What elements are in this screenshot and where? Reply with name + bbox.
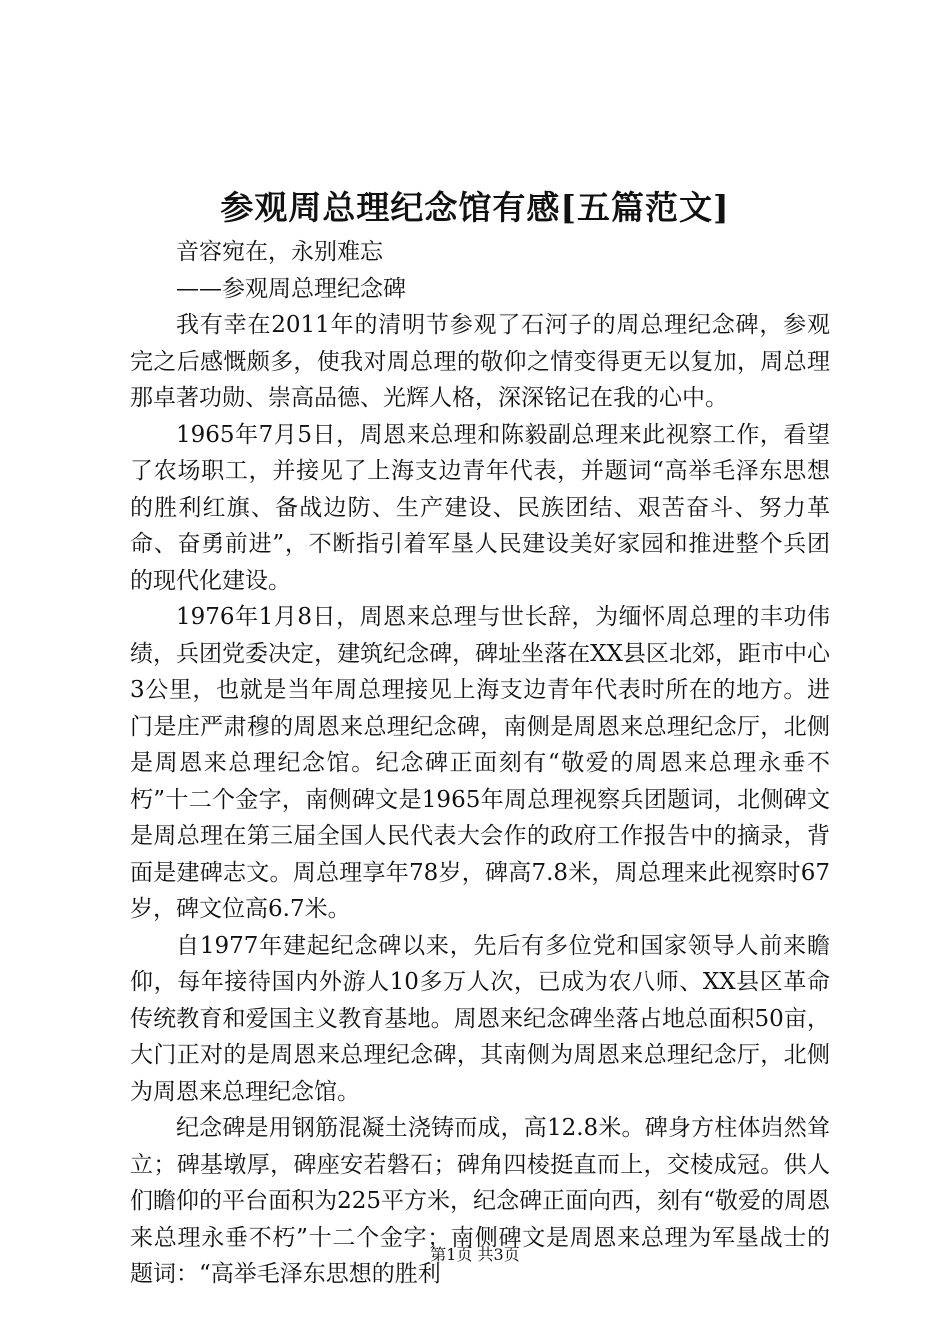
page-footer: 第1页 共3页: [430, 1245, 520, 1264]
document-body: [130, 234, 830, 1293]
document-title: 参观周总理纪念馆有感[五篇范文]: [220, 188, 730, 227]
subtitle-dash-line: ——参观周总理纪念碑: [176, 275, 406, 302]
paragraph-5: 纪念碑是用钢筋混凝土浇铸而成，高12.8米。碑身方柱体岿然耸立；碑基墩厚，碑座安若磐石；碑角四棱挺直而上，交棱成冠。供人们瞻仰的平台面积为225平方米，纪念碑正面向西，刻有“敬爱的周恩来总理永垂不朽”十二个金字；南侧碑文是周恩来总理为军垦战士的题词：“高举毛泽东思想的胜利: [130, 1115, 830, 1287]
paragraph-4: 自1977年建起纪念碑以来，先后有多位党和国家领导人前来瞻仰，每年接待国内外游人10多万人次，已成为农八师、XX县区革命传统教育和爱国主义教育基地。周恩来纪念碑坐落占地总面积50亩，大门正对的是周恩来总理纪念碑，其南侧为周恩来总理纪念厅，北侧为周恩来总理纪念馆。: [130, 932, 830, 1105]
paragraph-2: 1965年7月5日，周恩来总理和陈毅副总理来此视察工作，看望了农场职工，并接见了上海支边青年代表，并题词“高举毛泽东思想的胜利红旗、备战边防、生产建设、民族团结、艰苦奋斗、努力革命、奋勇前进”，不断指引着军垦人民建设美好家园和推进整个兵团的现代化建设。: [130, 421, 830, 594]
subtitle-line: 音容宛在，永别难忘: [176, 239, 383, 265]
paragraph-3: 1976年1月8日，周恩来总理与世长辞，为缅怀周总理的丰功伟绩，兵团党委决定，建筑纪念碑，碑址坐落在XX县区北郊，距市中心3公里，也就是当年周总理接见上海支边青年代表时所在的地方。进门是庄严肃穆的周恩来总理纪念碑，南侧是周恩来总理纪念厅，北侧是周恩来总理纪念馆。纪念碑正面刻有“敬爱的周恩来总理永垂不朽”十二个金字，南侧碑文是1965年周总理视察兵团题词，北侧碑文是周总理在第三届全国人民代表大会作的政府工作报告中的摘录，背面是建碑志文。周总理享年78岁，碑高7.8米，周总理来此视察时67岁，碑文位高6.7米。: [130, 604, 830, 922]
paragraph-1: 我有幸在2011年的清明节参观了石河子的周总理纪念碑，参观完之后感慨颇多，使我对周总理的敬仰之情变得更无以复加，周总理那卓著功勋、崇高品德、光辉人格，深深铭记在我的心中。: [130, 312, 830, 411]
